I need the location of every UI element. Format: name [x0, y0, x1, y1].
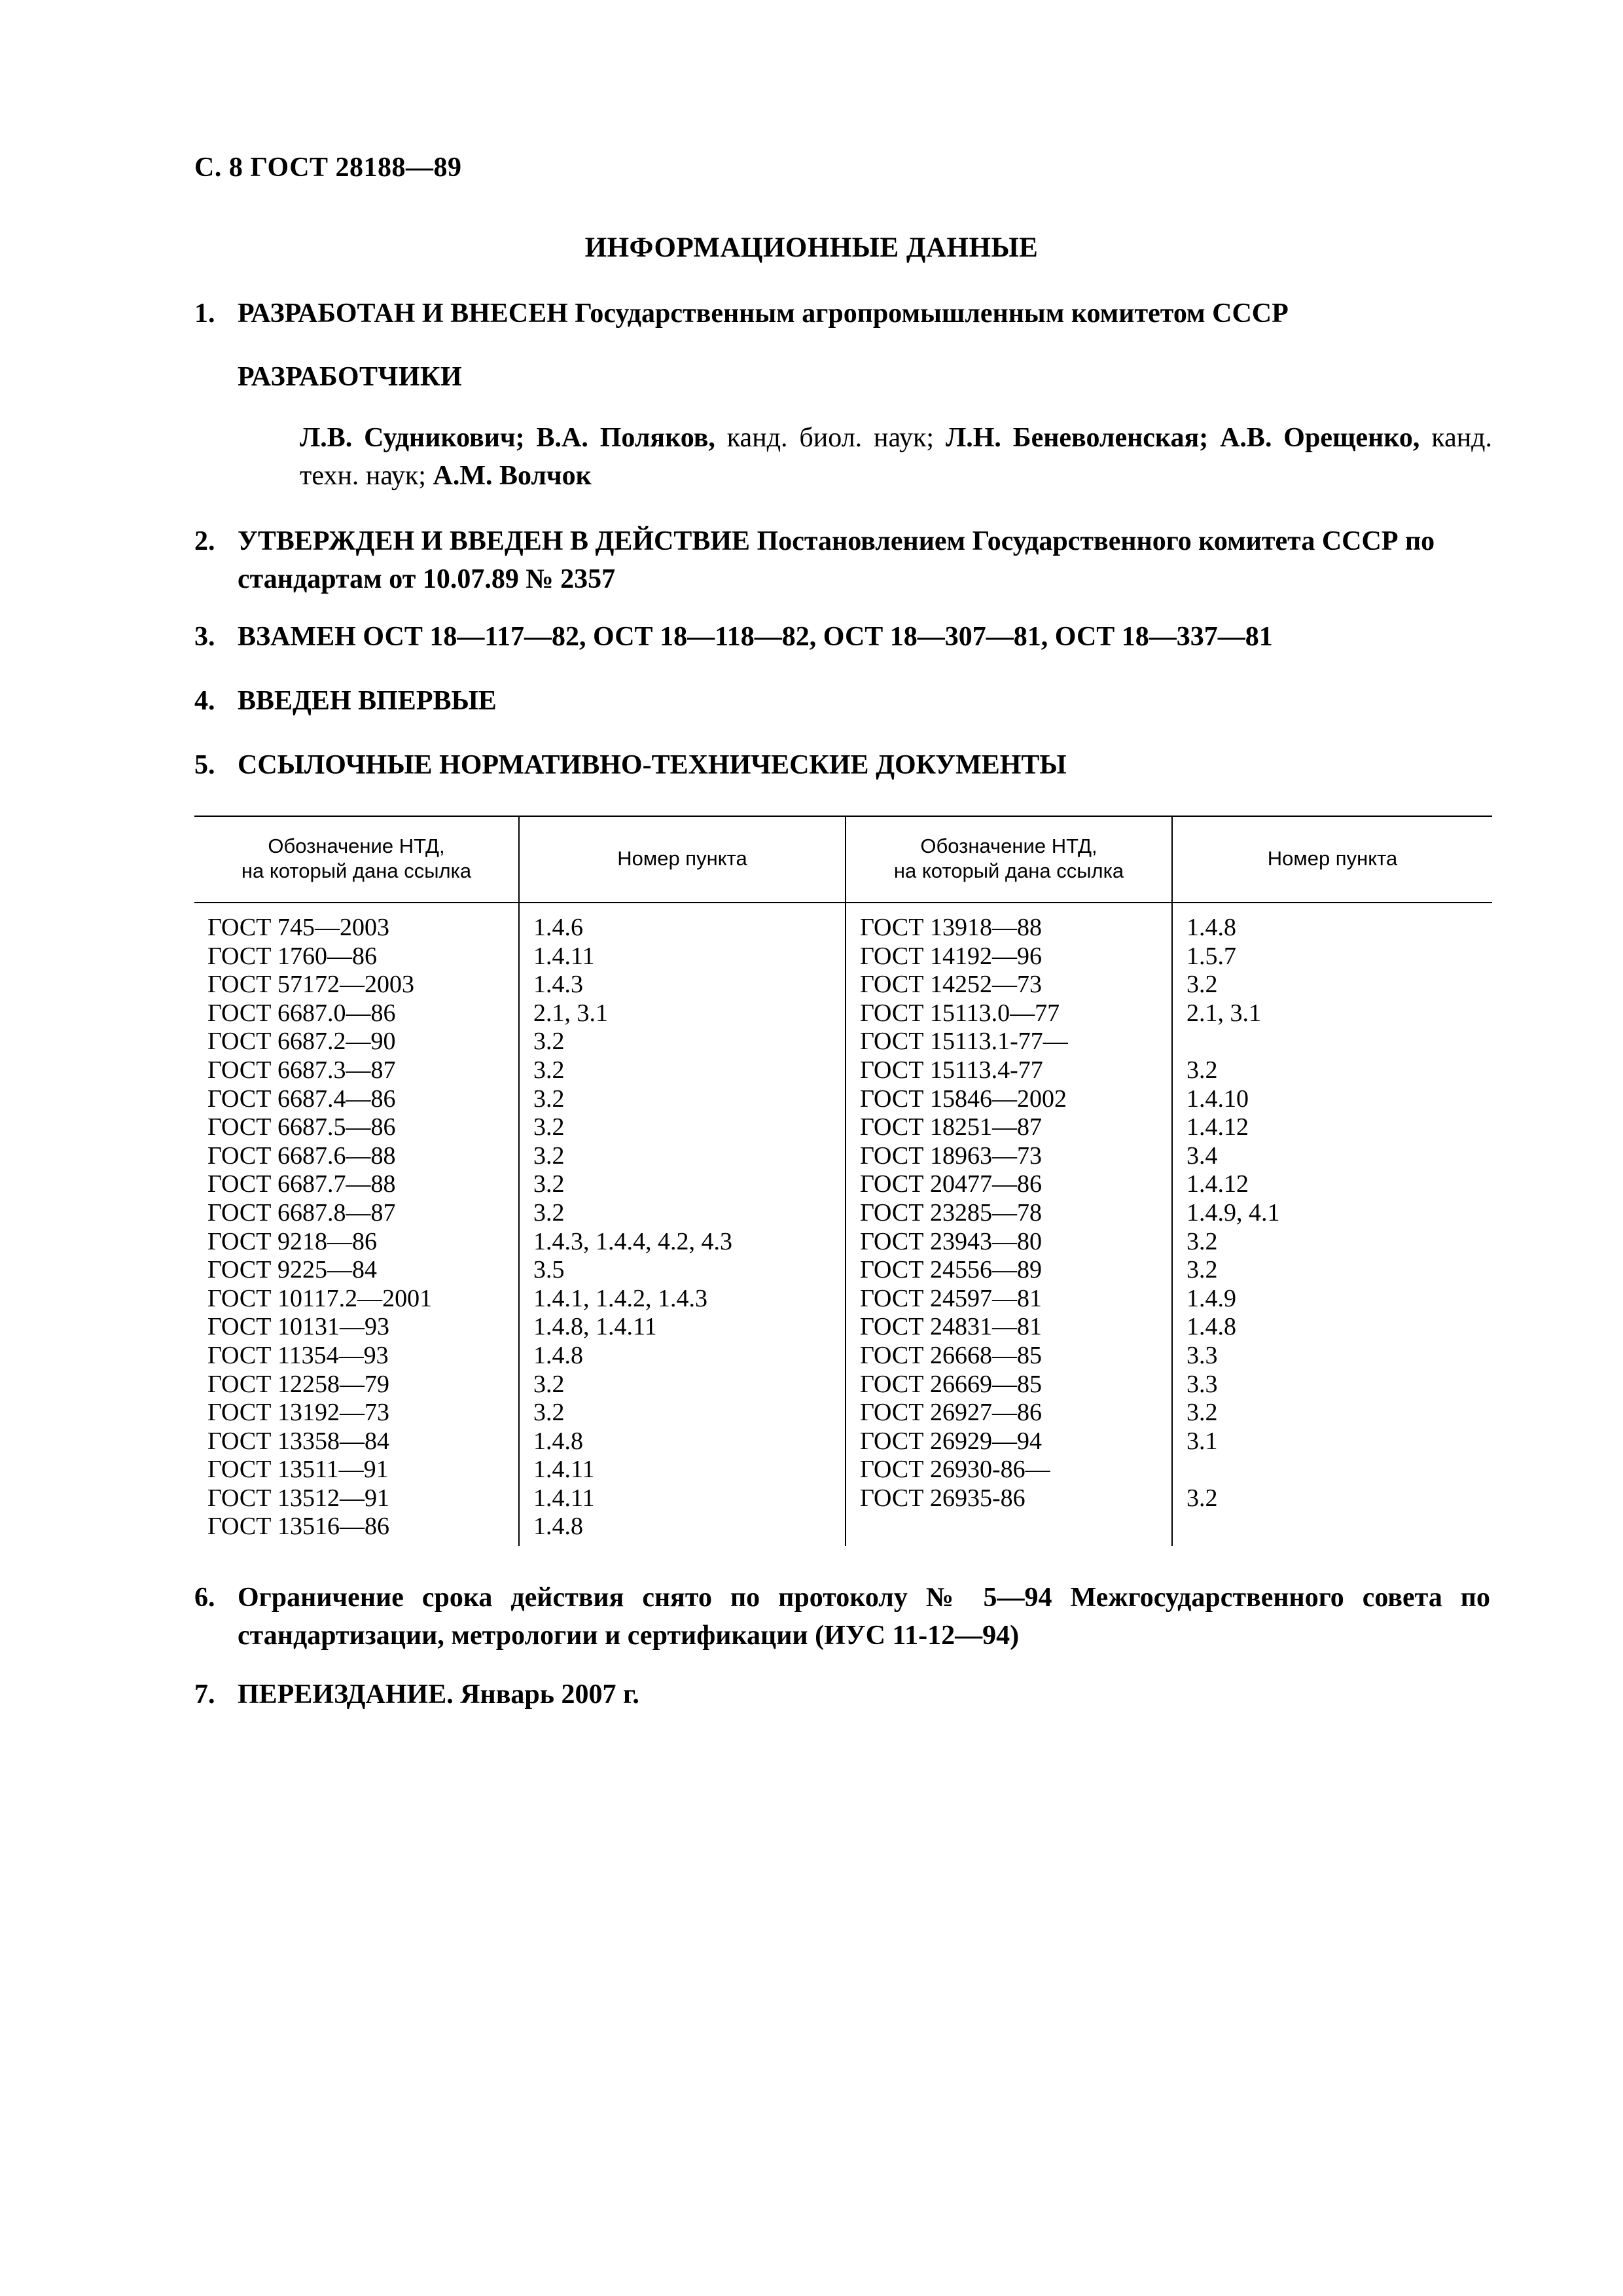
item-5-text: ССЫЛОЧНЫЕ НОРМАТИВНО-ТЕХНИЧЕСКИЕ ДОКУМЕНТЫ [238, 750, 1067, 780]
left-designation-cell: ГОСТ 57172—2003 [207, 971, 414, 999]
left-clause-cell: 1.4.1, 1.4.2, 1.4.3 [533, 1284, 707, 1312]
right-designation-cell: ГОСТ 26929—94 [860, 1427, 1042, 1455]
left-designation-cell: ГОСТ 13511—91 [207, 1456, 389, 1484]
right-designation-cell: ГОСТ 26930-86— [860, 1456, 1050, 1484]
item-3 [194, 618, 1490, 656]
left-designation-cell: ГОСТ 9218—86 [207, 1227, 377, 1255]
left-clause-cell: 1.4.3 [533, 971, 583, 999]
left-clause-cell: 1.4.8 [533, 1513, 583, 1541]
left-clause-cell: 1.4.8, 1.4.11 [533, 1313, 657, 1341]
left-designation-cell: ГОСТ 745—2003 [207, 914, 389, 941]
left-clause-cell: 3.2 [533, 1113, 565, 1141]
right-clause-cell: 2.1, 3.1 [1186, 999, 1261, 1027]
left-clause-cell: 3.2 [533, 1028, 565, 1056]
author-name: А.М. Волчок [433, 461, 592, 491]
item-2-text: УТВЕРЖДЕН И ВВЕДЕН В ДЕЙСТВИЕ Постановлением Государственного комитета СССР по стандартам от 10.07.89 № 2357 [238, 526, 1435, 594]
right-designation-cell: ГОСТ 13918—88 [860, 914, 1042, 941]
left-clause-cell: 2.1, 3.1 [533, 999, 608, 1027]
left-clause-cell: 3.2 [533, 1399, 565, 1427]
right-clause-cell: 3.2 [1186, 1256, 1218, 1284]
item-4-text: ВВЕДЕН ВПЕРВЫЕ [238, 686, 497, 716]
right-designation-cell: ГОСТ 24831—81 [860, 1313, 1042, 1341]
developers-heading: РАЗРАБОТЧИКИ [238, 362, 463, 392]
right-designation-cell: ГОСТ 14252—73 [860, 971, 1042, 999]
item-1 [194, 295, 1490, 332]
author-name: Л.Н. Беневоленская; [945, 423, 1209, 453]
right-designation-cell: ГОСТ 26669—85 [860, 1370, 1042, 1398]
left-clause-cell: 3.2 [533, 1141, 565, 1170]
table-column-divider [1171, 816, 1173, 1546]
reference-documents-table [194, 816, 1492, 1546]
right-designation-column [860, 914, 1068, 1513]
right-designation-cell: ГОСТ 15113.1-77— [860, 1028, 1068, 1056]
header-clause-right: Номер пункта [1267, 847, 1398, 870]
left-designation-cell: ГОСТ 10131—93 [207, 1313, 389, 1341]
left-designation-cell: ГОСТ 6687.4—86 [207, 1085, 396, 1113]
left-clause-cell: 3.2 [533, 1085, 565, 1113]
right-clause-cell: 1.4.12 [1186, 1170, 1249, 1198]
header-designation-left: Обозначение НТД, на который дана ссылка [241, 834, 472, 882]
left-designation-cell: ГОСТ 13512—91 [207, 1484, 389, 1512]
author-degree: канд. техн. наук; [300, 423, 1493, 491]
item-7-text: ПЕРЕИЗДАНИЕ. Январь 2007 г. [238, 1679, 639, 1710]
left-designation-cell: ГОСТ 6687.3—87 [207, 1056, 396, 1084]
left-designation-cell: ГОСТ 12258—79 [207, 1370, 389, 1398]
left-designation-cell: ГОСТ 6687.5—86 [207, 1113, 396, 1141]
right-clause-cell [1186, 1028, 1280, 1056]
left-clause-cell: 1.4.11 [533, 1456, 595, 1484]
left-clause-cell: 1.4.11 [533, 1484, 595, 1512]
right-clause-cell: 1.4.8 [1186, 914, 1236, 941]
item-6-number: 6. [194, 1583, 215, 1613]
table-column-divider [845, 816, 846, 1546]
left-designation-cell: ГОСТ 1760—86 [207, 942, 377, 970]
right-designation-cell: ГОСТ 26935-86 [860, 1484, 1026, 1512]
item-2 [194, 522, 1490, 598]
left-designation-column [207, 914, 432, 1541]
item-7-number: 7. [194, 1679, 215, 1710]
right-designation-cell: ГОСТ 26927—86 [860, 1399, 1042, 1427]
left-designation-cell: ГОСТ 6687.7—88 [207, 1170, 396, 1198]
left-clause-column [533, 914, 732, 1541]
right-designation-cell: ГОСТ 26668—85 [860, 1341, 1042, 1369]
right-designation-cell: ГОСТ 24597—81 [860, 1284, 1042, 1312]
right-clause-cell: 3.4 [1186, 1141, 1218, 1170]
authors-list [300, 419, 1492, 495]
right-designation-cell: ГОСТ 18251—87 [860, 1113, 1042, 1141]
document-title: ИНФОРМАЦИОННЫЕ ДАННЫЕ [584, 232, 1039, 263]
item-3-text: ВЗАМЕН ОСТ 18—117—82, ОСТ 18—118—82, ОСТ 18—307—81, ОСТ 18—337—81 [238, 622, 1273, 652]
author-name: В.А. Поляков, [536, 423, 715, 453]
right-designation-cell: ГОСТ 14192—96 [860, 942, 1042, 970]
header-designation-right: Обозначение НТД, на который дана ссылка [893, 834, 1124, 882]
left-designation-cell: ГОСТ 6687.0—86 [207, 999, 396, 1027]
item-5-number: 5. [194, 750, 215, 780]
right-designation-cell: ГОСТ 15846—2002 [860, 1085, 1067, 1113]
item-6 [194, 1579, 1490, 1655]
right-clause-cell: 3.3 [1186, 1370, 1218, 1398]
right-clause-cell: 1.4.9, 4.1 [1186, 1198, 1280, 1227]
right-clause-cell: 3.1 [1186, 1427, 1218, 1455]
left-designation-cell: ГОСТ 11354—93 [207, 1341, 389, 1369]
table-column-divider [518, 816, 520, 1546]
right-clause-cell: 3.2 [1186, 1227, 1218, 1255]
right-clause-cell: 1.5.7 [1186, 942, 1236, 970]
right-clause-cell: 3.2 [1186, 1484, 1218, 1512]
item-3-number: 3. [194, 622, 215, 652]
left-clause-cell: 3.2 [533, 1370, 565, 1398]
author-degree: канд. биол. наук; [726, 423, 935, 453]
right-designation-cell: ГОСТ 23285—78 [860, 1198, 1042, 1227]
right-clause-cell: 3.2 [1186, 1056, 1218, 1084]
left-clause-cell: 1.4.11 [533, 942, 595, 970]
right-clause-cell [1186, 1456, 1280, 1484]
item-1-number: 1. [194, 298, 215, 329]
item-4 [194, 682, 1490, 720]
left-designation-cell: ГОСТ 6687.2—90 [207, 1028, 396, 1056]
author-name: Л.В. Судникович; [300, 423, 525, 453]
header-clause-left: Номер пункта [617, 847, 747, 870]
left-designation-cell: ГОСТ 13358—84 [207, 1427, 389, 1455]
left-clause-cell: 1.4.3, 1.4.4, 4.2, 4.3 [533, 1227, 732, 1255]
left-designation-cell: ГОСТ 13516—86 [207, 1513, 389, 1541]
left-clause-cell: 1.4.6 [533, 914, 583, 941]
item-7 [194, 1676, 1490, 1713]
left-clause-cell: 3.2 [533, 1170, 565, 1198]
item-5 [194, 746, 1490, 784]
left-designation-cell: ГОСТ 9225—84 [207, 1256, 377, 1284]
left-designation-cell: ГОСТ 6687.6—88 [207, 1141, 396, 1170]
left-designation-cell: ГОСТ 13192—73 [207, 1399, 389, 1427]
right-designation-cell: ГОСТ 15113.0—77 [860, 999, 1060, 1027]
right-clause-column [1186, 914, 1280, 1513]
right-clause-cell: 1.4.9 [1186, 1284, 1236, 1312]
right-clause-cell: 1.4.12 [1186, 1113, 1249, 1141]
right-clause-cell: 3.2 [1186, 971, 1218, 999]
right-designation-cell: ГОСТ 15113.4-77 [860, 1056, 1043, 1084]
item-6-text: Ограничение срока действия снято по протоколу № 5—94 Межгосударственного совета по стандартизации, метрологии и сертификации (ИУС 11-12—94) [238, 1583, 1490, 1651]
item-1-text: РАЗРАБОТАН И ВНЕСЕН Государственным агропромышленным комитетом СССР [238, 298, 1289, 329]
left-clause-cell: 1.4.8 [533, 1341, 583, 1369]
left-designation-cell: ГОСТ 6687.8—87 [207, 1198, 396, 1227]
right-clause-cell: 1.4.10 [1186, 1085, 1249, 1113]
right-designation-cell: ГОСТ 24556—89 [860, 1256, 1042, 1284]
right-clause-cell: 1.4.8 [1186, 1313, 1236, 1341]
left-clause-cell: 3.5 [533, 1256, 565, 1284]
left-designation-cell: ГОСТ 10117.2—2001 [207, 1284, 433, 1312]
right-clause-cell: 3.2 [1186, 1399, 1218, 1427]
left-clause-cell: 1.4.8 [533, 1427, 583, 1455]
right-clause-cell: 3.3 [1186, 1341, 1218, 1369]
left-clause-cell: 3.2 [533, 1056, 565, 1084]
right-designation-cell: ГОСТ 20477—86 [860, 1170, 1042, 1198]
item-2-number: 2. [194, 526, 215, 556]
right-designation-cell: ГОСТ 23943—80 [860, 1227, 1042, 1255]
author-name: А.В. Орещенко, [1220, 423, 1420, 453]
left-clause-cell: 3.2 [533, 1198, 565, 1227]
page-header: С. 8 ГОСТ 28188—89 [194, 152, 462, 183]
table-header-rule [194, 902, 1492, 903]
item-4-number: 4. [194, 686, 215, 716]
right-designation-cell: ГОСТ 18963—73 [860, 1141, 1042, 1170]
